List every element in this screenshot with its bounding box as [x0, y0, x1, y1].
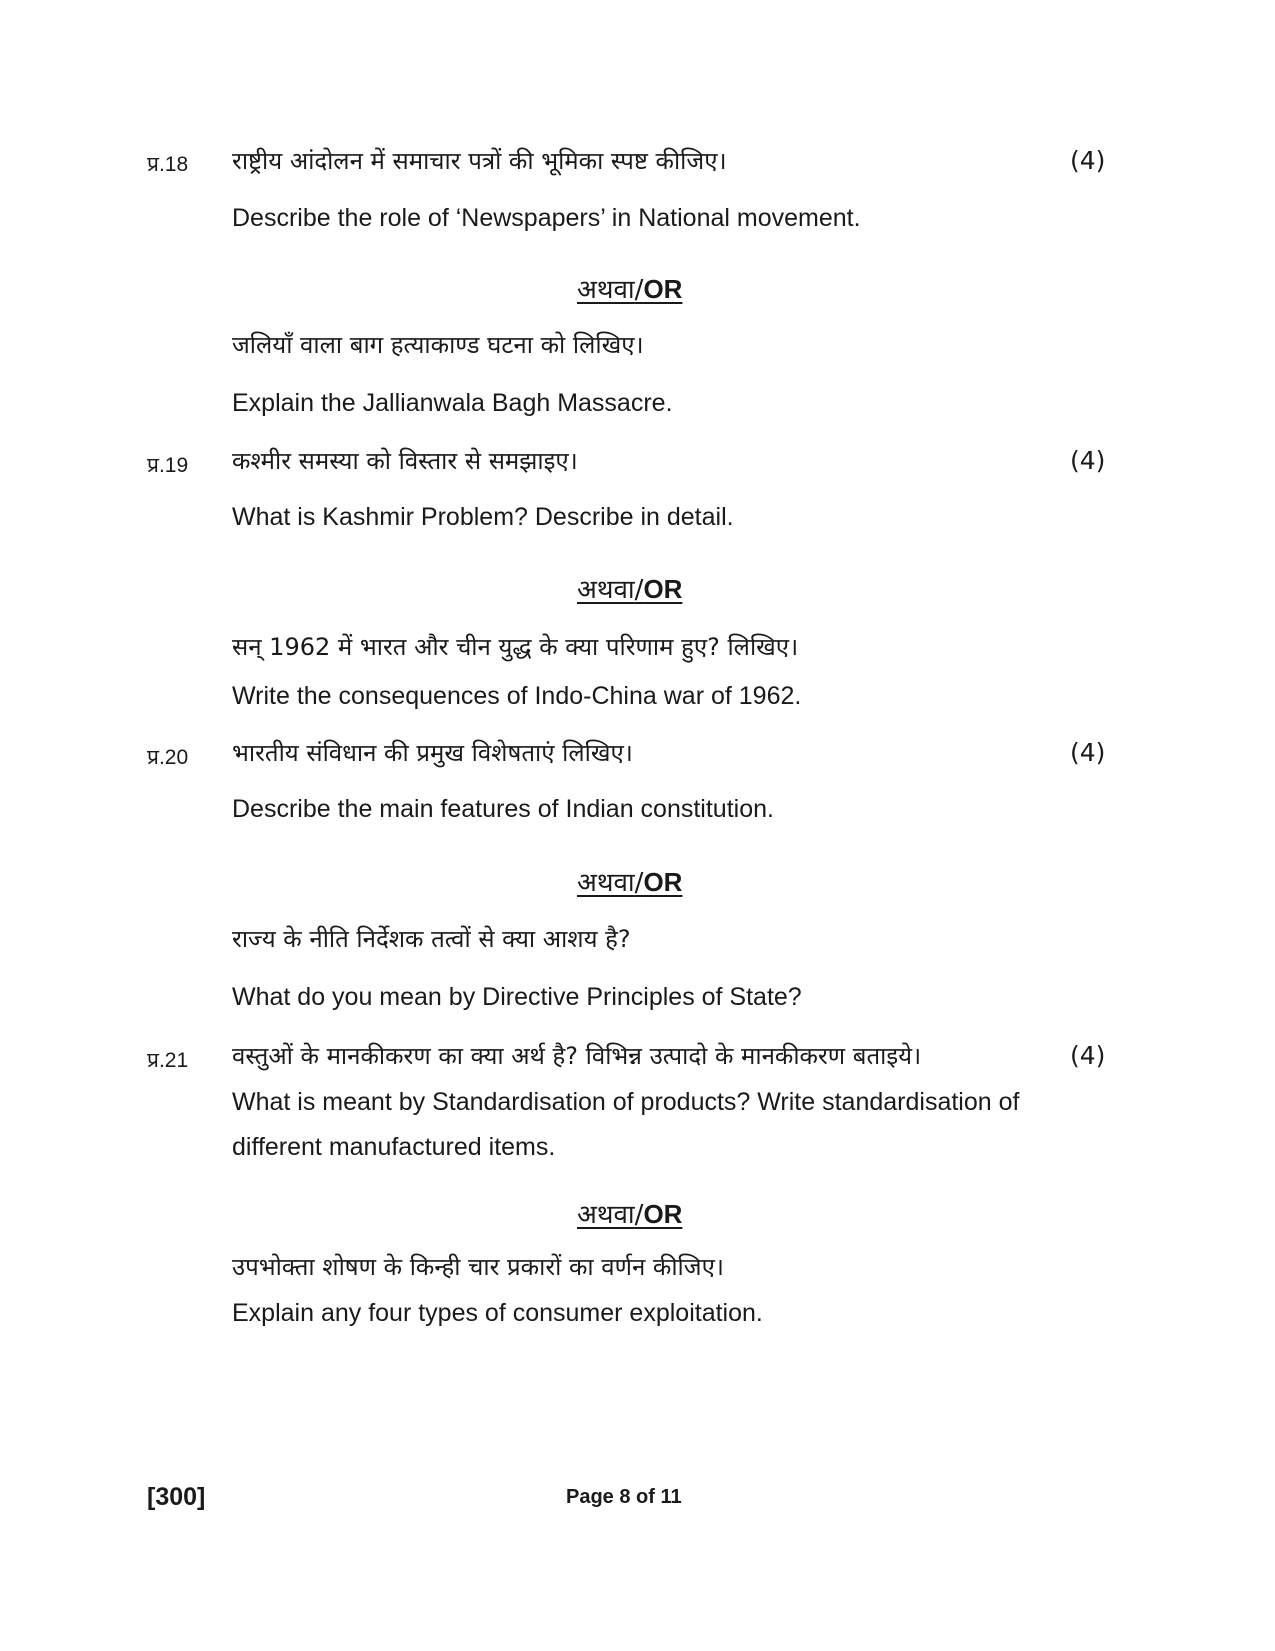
question-number-19: प्र.19: [147, 454, 189, 477]
or-divider: अथवा/OR: [577, 867, 683, 898]
or-divider: अथवा/OR: [577, 574, 683, 605]
question-20-alt-hindi: राज्य के नीति निर्देशक तत्वों से क्या आशय है?: [232, 925, 631, 953]
question-21-alt-english: Explain any four types of consumer exploitation.: [232, 1299, 763, 1327]
question-21-english-line-1: What is meant by Standardisation of products? Write standardisation of: [232, 1088, 1020, 1116]
page-number: Page 8 of 11: [566, 1486, 682, 1508]
question-18-english: Describe the role of ‘Newspapers’ in National movement.: [232, 204, 861, 232]
question-19-marks: (4): [1070, 446, 1106, 475]
question-20-marks: (4): [1070, 738, 1106, 767]
paper-code: [300]: [147, 1483, 206, 1511]
question-21-alt-hindi: उपभोक्ता शोषण के किन्ही चार प्रकारों का वर्णन कीजिए।: [232, 1253, 724, 1281]
question-number-18: प्र.18: [147, 153, 189, 176]
question-19-alt-english: Write the consequences of Indo-China war of 1962.: [232, 682, 802, 710]
question-number-21: प्र.21: [147, 1049, 189, 1072]
or-divider: अथवा/OR: [577, 1199, 683, 1230]
question-18-alt-english: Explain the Jallianwala Bagh Massacre.: [232, 389, 673, 417]
question-21-hindi: वस्तुओं के मानकीकरण का क्या अर्थ है? विभिन्न उत्पादो के मानकीकरण बताइये।: [232, 1042, 922, 1070]
question-20-alt-english: What do you mean by Directive Principles of State?: [232, 983, 802, 1011]
question-19-alt-hindi: सन् 1962 में भारत और चीन युद्ध के क्या परिणाम हुए? लिखिए।: [232, 633, 799, 661]
question-18-marks: (4): [1070, 146, 1106, 175]
question-18-hindi: राष्ट्रीय आंदोलन में समाचार पत्रों की भूमिका स्पष्ट कीजिए।: [232, 147, 727, 175]
question-20-english: Describe the main features of Indian constitution.: [232, 795, 774, 823]
question-21-marks: (4): [1070, 1041, 1106, 1070]
question-number-20: प्र.20: [147, 746, 189, 769]
or-divider: अथवा/OR: [577, 274, 683, 305]
question-21-english-line-2: different manufactured items.: [232, 1133, 556, 1161]
question-18-alt-hindi: जलियाँ वाला बाग हत्याकाण्ड घटना को लिखिए।: [232, 331, 644, 359]
question-19-hindi: कश्मीर समस्या को विस्तार से समझाइए।: [232, 447, 578, 475]
question-20-hindi: भारतीय संविधान की प्रमुख विशेषताएं लिखिए।: [232, 739, 633, 767]
question-19-english: What is Kashmir Problem? Describe in detail.: [232, 503, 734, 531]
